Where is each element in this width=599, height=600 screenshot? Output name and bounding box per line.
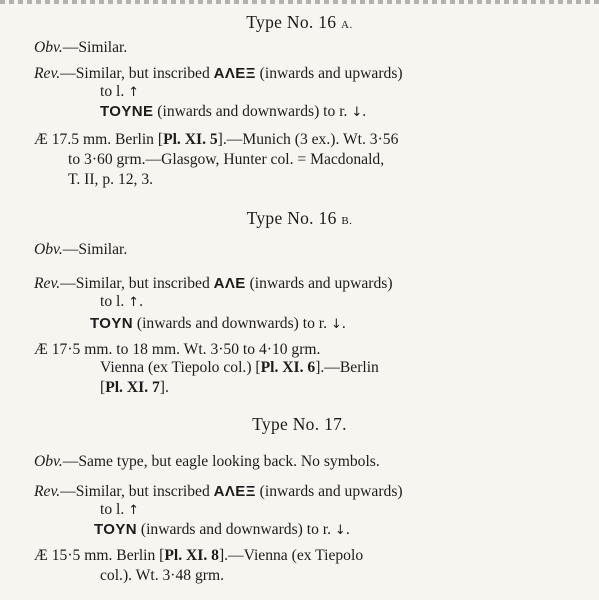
reverse-text: —Similar, but inscribed: [60, 483, 214, 500]
type-16a-reverse-line-1: [34, 64, 403, 84]
obverse-label: Obv.: [34, 241, 63, 258]
plate-reference: Pl. XI. 8: [164, 547, 219, 564]
punctuation: .: [362, 103, 367, 120]
punctuation: .: [345, 521, 350, 538]
description-text: ].—Munich (3 ex.). Wt. 3·56: [217, 131, 399, 148]
description-text: Æ 17·5 mm. to 18 mm. Wt. 3·50 to 4·10 grm.: [34, 341, 321, 358]
greek-inscription: TOYN: [90, 315, 133, 332]
type-16b-heading: [0, 208, 599, 231]
reverse-text: (inwards and upwards): [255, 65, 403, 82]
type-16b-reverse-line-2: [100, 292, 143, 313]
plate-reference: Pl. XI. 7: [105, 379, 160, 396]
greek-inscription: TOYNE: [100, 103, 154, 120]
heading-text: Type No. 17.: [252, 414, 347, 434]
type-16b-reverse-line-1: [34, 274, 393, 294]
arrow-down-icon: ↓: [330, 317, 342, 332]
type-17-obverse: [34, 452, 380, 472]
reverse-label: Rev.: [34, 483, 61, 500]
greek-inscription: ΑΛΕΞ: [213, 483, 256, 500]
description-text: Vienna (ex Tiepolo col.) [: [100, 359, 261, 376]
reverse-text: —Similar, but inscribed: [60, 65, 214, 82]
type-16b-description-line-3: [100, 378, 169, 398]
arrow-up-icon: ↑: [128, 85, 140, 100]
obverse-text: —Similar.: [62, 39, 128, 56]
type-17-reverse-line-3: [94, 520, 350, 541]
punctuation: .: [341, 315, 346, 332]
greek-inscription: TOYN: [94, 521, 137, 538]
heading-text: Type No. 16: [246, 12, 342, 32]
reverse-label: Rev.: [34, 65, 61, 82]
type-16a-description-line-1: [34, 130, 398, 150]
type-16b-description-line-1: [34, 340, 320, 360]
description-text: Æ 17.5 mm. Berlin [: [34, 131, 164, 148]
description-text: ].—Berlin: [315, 359, 379, 376]
obverse-label: Obv.: [34, 39, 63, 56]
obverse-text: —Similar.: [62, 241, 128, 258]
type-17-reverse-line-1: [34, 482, 403, 502]
heading-suffix: A.: [341, 19, 353, 31]
obverse-label: Obv.: [34, 453, 63, 470]
type-16b-reverse-line-3: [90, 314, 346, 335]
arrow-up-icon: ↑: [128, 503, 140, 518]
arrow-down-icon: ↓: [351, 105, 363, 120]
description-text: col.). Wt. 3·48 grm.: [100, 567, 225, 584]
greek-inscription: ΑΛΕ: [213, 275, 246, 292]
description-text: ].: [159, 379, 169, 396]
greek-inscription: ΑΛΕΞ: [213, 65, 256, 82]
type-17-description-line-2: [100, 566, 224, 586]
type-16b-obverse: [34, 240, 127, 260]
type-16b-description-line-2: [100, 358, 379, 378]
reverse-text: to l.: [100, 501, 129, 518]
reverse-text: (inwards and upwards): [255, 483, 403, 500]
reverse-text: to l.: [100, 293, 129, 310]
type-17-reverse-line-2: [100, 500, 139, 521]
description-text: T. II, p. 12, 3.: [68, 171, 154, 188]
reverse-text: to l.: [100, 83, 129, 100]
obverse-text: —Same type, but eagle looking back. No symbols.: [62, 453, 380, 470]
type-17-heading: [0, 414, 599, 434]
type-16a-obverse: [34, 38, 127, 58]
type-16a-reverse-line-2: [100, 82, 139, 103]
type-16a-description-line-2: [68, 150, 384, 170]
plate-reference: Pl. XI. 6: [260, 359, 316, 376]
type-16a-heading: [0, 12, 599, 35]
arrow-up-icon: ↑: [128, 295, 140, 310]
plate-reference: Pl. XI. 5: [163, 131, 218, 148]
cropped-text-edge: [0, 0, 599, 4]
reverse-text: (inwards and downwards) to r.: [153, 103, 352, 120]
heading-text: Type No. 16: [246, 208, 342, 228]
description-text: to 3·60 grm.—Glasgow, Hunter col. = Macdonald,: [68, 151, 385, 168]
type-16a-reverse-line-3: [100, 102, 366, 123]
punctuation: .: [139, 293, 143, 310]
reverse-label: Rev.: [34, 275, 61, 292]
description-text: Æ 15·5 mm. Berlin [: [34, 547, 165, 564]
description-text: [: [100, 379, 106, 396]
heading-suffix: B.: [341, 215, 353, 227]
type-17-description-line-1: [34, 546, 363, 566]
arrow-down-icon: ↓: [334, 523, 346, 538]
reverse-text: (inwards and downwards) to r.: [137, 521, 335, 538]
reverse-text: (inwards and upwards): [245, 275, 393, 292]
reverse-text: (inwards and downwards) to r.: [133, 315, 331, 332]
reverse-text: —Similar, but inscribed: [60, 275, 214, 292]
type-16a-description-line-3: [68, 170, 153, 190]
description-text: ].—Vienna (ex Tiepolo: [218, 547, 364, 564]
